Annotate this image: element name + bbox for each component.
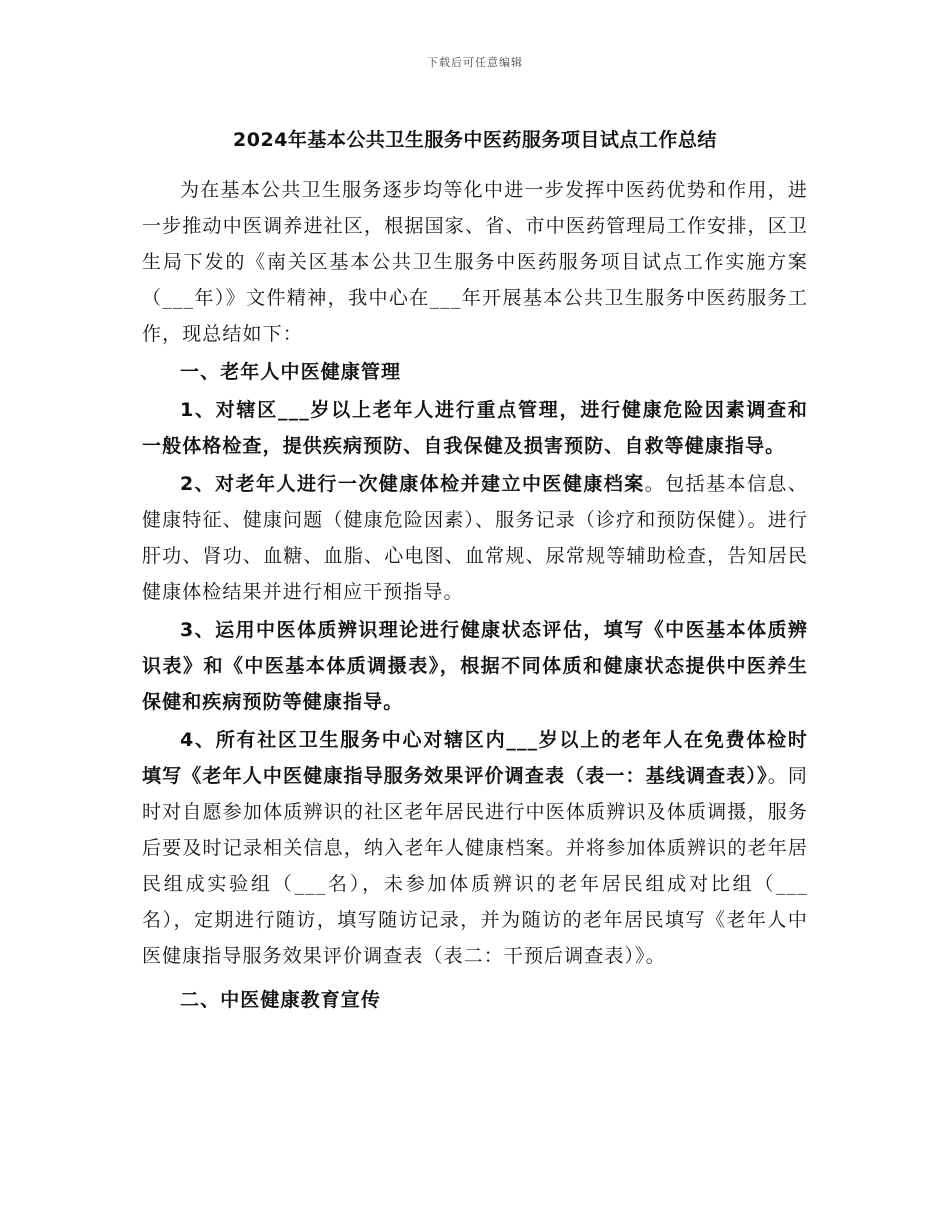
section1-item-4-lead: 4、所有社区卫生服务中心对辖区内___岁以上的老年人在免费体检时填写《老年人中医健康指导服务效果评价调查表（表一：基线调查表）》 [142, 729, 808, 787]
section-heading-elderly-management: 一、老年人中医健康管理 [180, 361, 402, 383]
section1-item-3: 3、运用中医体质辨识理论进行健康状态评估，填写《中医基本体质辨识表》和《中医基本体质调摄表》，根据不同体质和健康状态提供中医养生保健和疾病预防等健康指导。 [142, 619, 808, 713]
section-heading-health-education: 二、中医健康教育宣传 [180, 989, 382, 1011]
intro-paragraph: 为在基本公共卫生服务逐步均等化中进一步发挥中医药优势和作用，进一步推动中医调养进社区，根据国家、省、市中医药管理局工作安排，区卫生局下发的《南关区基本公共卫生服务中医药服务项目试点工作实施方案（___年）》文件精神，我中心在___年开展基本公共卫生服务中医药服务工作，现总结如下： [142, 179, 808, 345]
section1-item-2 [142, 466, 808, 610]
section1-item-2-rest: 。包括基本信息、健康特征、健康问题（健康危险因素）、服务记录（诊疗和预防保健）。进行肝功、肾功、血糖、血脂、心电图、血常规、尿常规等辅助检查，告知居民健康体检结果并进行相应干预指导。 [142, 473, 808, 603]
download-note: 下载后可任意编辑 [427, 56, 523, 69]
section1-item-4-rest: 。同时对自愿参加体质辨识的社区老年居民进行中医体质辨识及体质调摄，服务后要及时记录相关信息，纳入老年人健康档案。并将参加体质辨识的老年居民组成实验组（___名），未参加体质辨识的老年居民组成对比组（___名），定期进行随访，填写随访记录，并为随访的老年居民填写《老年人中医健康指导服务效果评价调查表（表二：干预后调查表）》。 [142, 765, 808, 967]
page-title: 2024年基本公共卫生服务中医药服务项目试点工作总结 [233, 129, 717, 151]
section1-item-2-lead: 2、对老年人进行一次健康体检并建立中医健康档案 [180, 473, 645, 495]
document-body [142, 172, 808, 1018]
section1-item-1: 1、对辖区___岁以上老年人进行重点管理，进行健康危险因素调查和一般体格检查，提供疾病预防、自我保健及损害预防、自救等健康指导。 [142, 399, 808, 457]
section1-item-4 [142, 722, 808, 974]
